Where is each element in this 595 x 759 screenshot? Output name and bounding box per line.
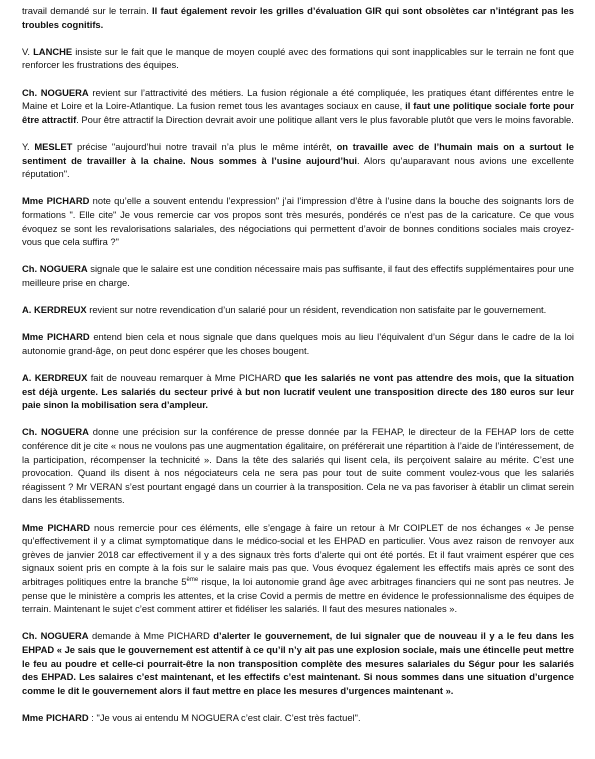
bold-text: A. KERDREUX	[22, 304, 87, 316]
superscript-text: ème	[186, 576, 199, 583]
text-span: fait de nouveau remarquer à Mme PICHARD	[87, 372, 285, 384]
paragraph	[22, 425, 574, 507]
paragraph	[22, 140, 574, 181]
bold-text: Mme PICHARD	[22, 195, 90, 207]
text-span: V.	[22, 45, 34, 57]
bold-text: on travaille avec de l’humain mais on a surtout le sentiment de travailler à la chaine. Nous sommes à l’usine aujourd’hui	[22, 140, 574, 166]
text-span: risque, la loi autonomie grand âge avec arbitrages financiers qui ne sont pas neutres. Je pense que le ministère a compris les attentes, et la crise Covid a permis de mettre en évidence le professionnalisme des équipes de terrain. Maintenant le sujet c’est comment attirer et fidéliser les salariés. Il faut des mesures nationales ».	[22, 575, 574, 615]
text-span: signale que le salaire est une condition nécessaire mais pas suffisante, il faut des effectifs supplémentaires pour une meilleure prise en charge.	[22, 263, 574, 288]
bold-text: d’alerter le gouvernement, de lui signaler que de nouveau il y a le feu dans les EHPAD « Je sais que le gouvernement est attentif à ce qu’il n’y ait pas une explosion sociale, mais une étincelle peut mettre le feu au poudre et celle-ci pourrait-être la non transposition complète des mesures salariales du Ségur pour les salariés des EHPAD. Les salaires c’est maintenant, et les effectifs c’est maintenant. Si nous sommes dans une situation d’urgence comme le dit le gouvernement alors il faut mettre en place les mesures d’urgences maintenant ».	[22, 630, 574, 696]
bold-text: il faut une politique sociale forte pour être attractif	[22, 100, 574, 125]
bold-text: Il faut également revoir les grilles d’évaluation GIR qui sont obsolètes car n’intégrant pas les troubles cognitifs.	[22, 5, 574, 30]
text-span: : "Je vous ai entendu M NOGUERA c’est clair. C’est très factuel".	[88, 711, 361, 723]
bold-text: Ch. NOGUERA	[22, 630, 89, 642]
text-span: précise "aujourd’hui notre travail n’a plus le même intérêt,	[72, 140, 337, 152]
document-page	[22, 4, 574, 738]
paragraph	[22, 521, 574, 616]
text-span: revient sur notre revendication d’un salarié pour un résident, revendication non satisfaite par le gouvernement.	[86, 304, 547, 316]
paragraph	[22, 629, 574, 697]
text-span: note qu’elle a souvent entendu l’expression" j’ai l’impression d’être à l’usine dans la bouche des soignants lors de formations ". Elle cite" Je vous remercie car vos propos sont très mesurés, pondérés ce n’est pas de la caricature. Ce que vous évoquez se sont les revalorisations salariales, des négociations qui permettent d’avoir de bonnes conditions sociales mais croyez-vous que cela suffira ?"	[22, 195, 574, 248]
text-span: insiste sur le fait que le manque de moyen couplé avec des formations qui sont inapplicables sur le terrain ne font que renforcer les frustrations des équipes.	[22, 45, 574, 71]
bold-text: Mme PICHARD	[22, 711, 89, 723]
paragraph	[22, 4, 574, 31]
bold-text: que les salariés ne vont pas attendre des mois, que la situation est déjà urgente. Les salariés du secteur privé à but non lucratif veulent une transposition directe des 180 euros sur leur paie sinon la mobilisation sera d’ampleur.	[22, 372, 575, 411]
text-span: demande à Mme PICHARD	[88, 630, 214, 642]
paragraph	[22, 262, 574, 289]
paragraph	[22, 194, 574, 248]
text-span: donne une précision sur la conférence de presse donnée par la FEHAP, le directeur de la FEHAP lors de cette conférence dit je cite « nous ne voulons pas une augmentation égalitaire, on préférerait une répartition à l’aide de l’intéressement, de la participation, récompenser la technicité ». Dans la tête des salariés qui lisent cela, ils perçoivent salaire au mérite. C’est une provocation. Quand ils disent à nos négociateurs cela ne sera pas pour tout de suite comment voulez-vous que les salariés réagissent ? Mr VERAN s’est pourtant engagé dans un courrier à la transposition. Cela ne va pas favoriser à établir un climat serein dans les établissements.	[22, 426, 574, 506]
bold-text: Ch. NOGUERA	[22, 86, 89, 98]
bold-text: Ch. NOGUERA	[22, 263, 88, 275]
text-span: entend bien cela et nous signale que dans quelques mois au lieu l’équivalent d’un Ségur dans le cadre de la loi autonomie grand-âge, on peut donc espérer que les choses bougent.	[22, 331, 574, 356]
paragraph	[22, 45, 574, 72]
bold-text: A. KERDREUX	[22, 372, 88, 384]
text-span: travail demandé sur le terrain.	[22, 5, 152, 16]
bold-text: Ch. NOGUERA	[22, 426, 89, 438]
bold-text: Mme PICHARD	[22, 331, 90, 343]
text-span: nous remercie pour ces éléments, elle s’engage à faire un retour à Mr COIPLET de nos échanges « Je pense qu’effectivement il y a climat symptomatique dans le médico-social et les EHPAD en particulier. Vous avez raison de renvoyer aux grèves de janvier 2018 car effectivement il y a des signaux très forts d’alerte qui ont été portés. Et il faut vraiment espérer que ces signaux soient pris en compte à la fois sur le salaire mais pas que. Vous évoquez également les effectifs mais après ce sont des arbitrages politiques entre la branche 5	[22, 521, 574, 587]
bold-text: Mme PICHARD	[22, 521, 91, 533]
paragraph	[22, 330, 574, 357]
bold-text: MESLET	[34, 140, 73, 152]
text-span: . Pour être attractif la Direction devrait avoir une politique allant vers le plus favorable plutôt que vers le moins favorable.	[76, 113, 574, 125]
bold-text: LANCHE	[33, 45, 73, 57]
text-span: revient sur l’attractivité des métiers. La fusion régionale a été compliquée, les pratiques étant différentes entre le Maine et Loire et la Loire-Atlantique. La fusion remet tous les avantages sociaux en cause,	[22, 86, 574, 112]
paragraph	[22, 86, 574, 127]
paragraph	[22, 711, 574, 725]
text-span: . Alors qu’auparavant nous avions une excellente réputation".	[22, 154, 574, 180]
paragraph	[22, 371, 574, 412]
paragraph	[22, 303, 574, 317]
text-span: Y.	[22, 140, 35, 152]
